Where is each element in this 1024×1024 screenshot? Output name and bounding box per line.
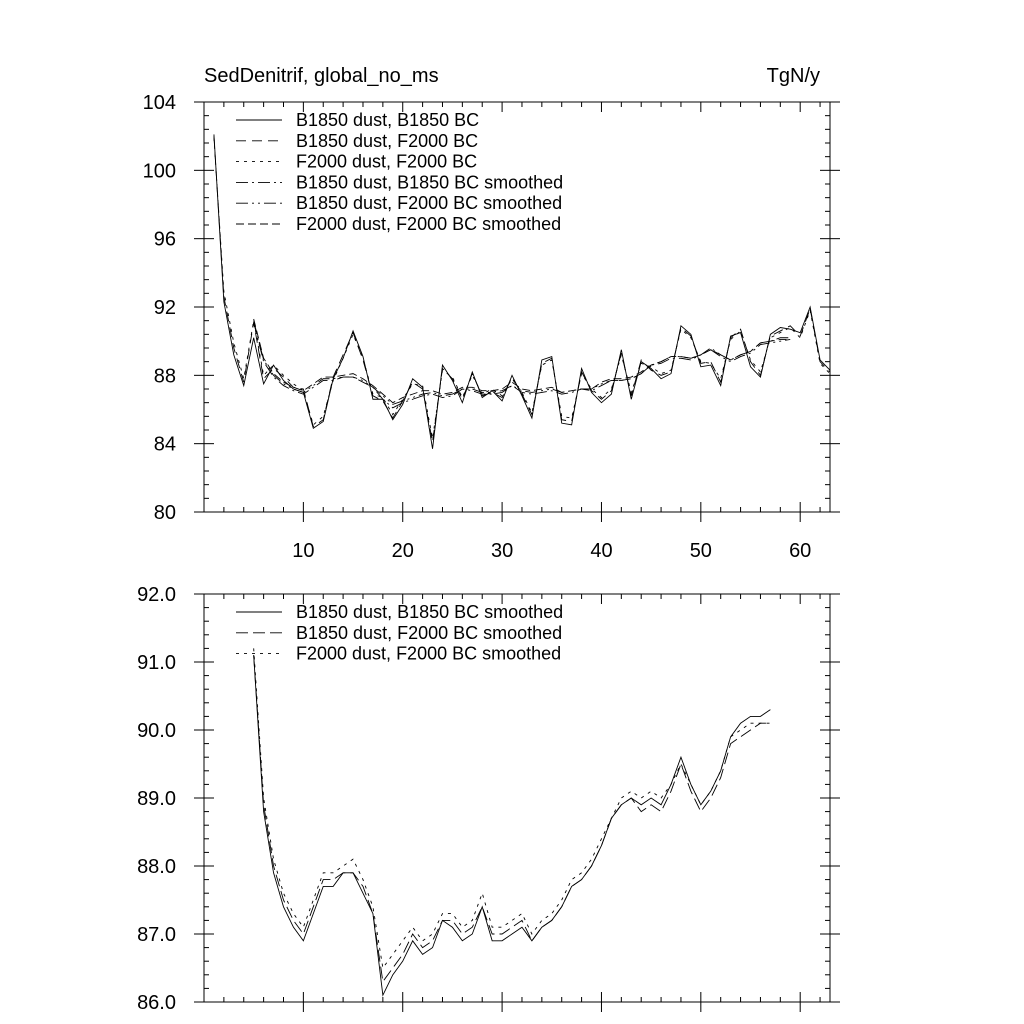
y-tick-label: 87.0	[137, 924, 176, 946]
y-tick-label: 88.0	[137, 856, 176, 878]
x-tick-label: 10	[292, 540, 315, 562]
legend-label: B1850 dust, B1850 BC	[296, 110, 480, 130]
x-tick-label: 30	[490, 540, 514, 562]
legend-label: B1850 dust, F2000 BC	[296, 130, 479, 151]
top-chart-panel	[143, 65, 840, 562]
y-tick-label: 89.0	[137, 788, 176, 810]
legend-label: F2000 dust, F2000 BC smoothed	[296, 214, 562, 234]
y-tick-label: 92	[153, 297, 176, 319]
y-tick-label: 90.0	[137, 720, 176, 742]
y-tick-label: 88	[153, 365, 176, 388]
chart-title: SedDenitrif, global_no_ms	[204, 65, 439, 87]
x-tick-label: 20	[391, 540, 414, 562]
y-tick-label: 100	[142, 160, 176, 183]
series-line-1	[254, 655, 771, 995]
legend-label: F2000 dust, F2000 BC	[296, 151, 478, 172]
bottom-chart-panel	[137, 584, 840, 1014]
y-tick-label: 92.0	[137, 584, 176, 606]
chart-units: TgN/y	[766, 65, 820, 87]
legend	[236, 602, 563, 664]
series-line-6	[254, 319, 791, 403]
y-tick-label: 84	[153, 433, 176, 456]
legend-label: B1850 dust, B1850 BC smoothed	[296, 172, 564, 193]
series-line-5	[254, 321, 791, 405]
series-lines	[254, 648, 771, 995]
x-tick-label: 50	[689, 540, 712, 562]
series-line-2	[254, 655, 771, 981]
y-tick-label: 80	[153, 502, 176, 524]
y-tick-label: 104	[142, 92, 176, 114]
y-tick-label: 91.0	[137, 652, 176, 674]
legend-label: B1850 dust, B1850 BC smoothed	[296, 602, 564, 622]
x-tick-label: 40	[590, 540, 613, 562]
tick-labels	[137, 584, 176, 1014]
series-line-3	[254, 648, 771, 968]
x-tick-label: 60	[789, 540, 812, 562]
axis-ticks	[194, 102, 840, 522]
legend	[236, 110, 563, 234]
y-tick-label: 86.0	[137, 992, 176, 1014]
legend-label: B1850 dust, F2000 BC smoothed	[296, 193, 563, 214]
legend-label: F2000 dust, F2000 BC smoothed	[296, 643, 562, 664]
legend-label: B1850 dust, F2000 BC smoothed	[296, 622, 563, 643]
y-tick-label: 96	[153, 228, 176, 251]
